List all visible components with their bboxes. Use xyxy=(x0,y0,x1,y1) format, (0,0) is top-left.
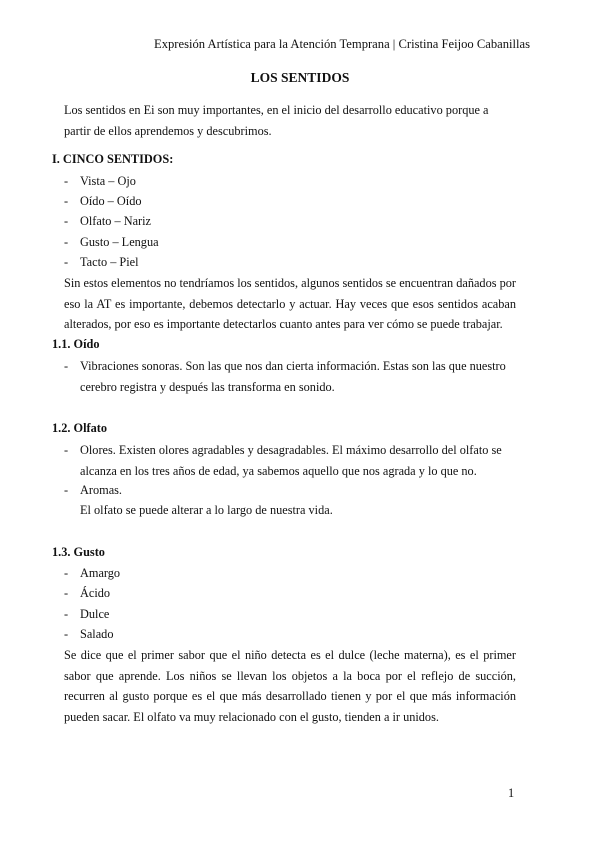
list-item xyxy=(64,252,516,273)
gusto-paragraph: Se dice que el primer sabor que el niño detecta es el dulce (leche materna), es el primer sabor que aprende. Los niños se llevan los objetos a la boca por el reflejo de succión, recurren al gusto porque es el que más desarrollado tienen y por el que más información pueden sacar. El olfato va muy relacionado con el gusto, tienden a ir unidos. xyxy=(64,648,516,724)
bullet-dash: - xyxy=(64,627,69,641)
list-item xyxy=(64,171,516,192)
list-item-text: Oído – Oído xyxy=(80,194,142,208)
list-item xyxy=(64,563,516,584)
list-item xyxy=(64,624,516,645)
list-item-text: Vibraciones sonoras. Son las que nos dan cierta información. Estas son las que nuestro cerebro registra y después las transforma en sonido. xyxy=(80,359,506,394)
section-heading-oido: 1.1. Oído xyxy=(52,337,100,351)
list-item-text: Tacto – Piel xyxy=(80,255,139,269)
list-item xyxy=(64,583,516,604)
list-item xyxy=(64,211,516,232)
page-title: LOS SENTIDOS xyxy=(250,70,350,85)
olfato-note: El olfato se puede alterar a lo largo de nuestra vida. xyxy=(80,503,333,517)
list-item xyxy=(64,480,516,501)
list-item xyxy=(64,232,516,253)
list-item-text: Aromas. xyxy=(80,483,123,497)
list-item xyxy=(64,604,516,625)
bullet-dash: - xyxy=(64,607,69,621)
page-number: 1 xyxy=(508,786,515,800)
list-item-text: Dulce xyxy=(80,607,110,621)
list-item xyxy=(64,356,516,397)
bullet-dash: - xyxy=(64,174,69,188)
intro-paragraph: Los sentidos en Ei son muy importantes, en el inicio del desarrollo educativo porque a partir de ellos aprendemos y descubrimos. xyxy=(64,103,489,138)
bullet-dash: - xyxy=(64,194,69,208)
list-item-text: Vista – Ojo xyxy=(80,174,136,188)
bullet-dash: - xyxy=(64,483,69,497)
list-item-text: Salado xyxy=(80,627,114,641)
running-header: Expresión Artística para la Atención Temprana | Cristina Feijoo Cabanillas xyxy=(154,37,530,51)
list-item-text: Amargo xyxy=(80,566,121,580)
list-item xyxy=(64,440,516,481)
bullet-dash: - xyxy=(64,443,69,457)
bullet-dash: - xyxy=(64,586,69,600)
list-item-text: Olfato – Nariz xyxy=(80,214,152,228)
cinco-sentidos-paragraph: Sin estos elementos no tendríamos los sentidos, algunos sentidos se encuentran dañados por eso la AT es importante, debemos detectarlo y actuar. Hay veces que esos sentidos acaban alterados, por eso es importante detectarlos cuanto antes para ver cómo se puede trabajar. xyxy=(64,276,516,331)
bullet-dash: - xyxy=(64,214,69,228)
bullet-dash: - xyxy=(64,359,69,373)
section-heading-cinco-sentidos: I. CINCO SENTIDOS: xyxy=(52,152,174,166)
bullet-dash: - xyxy=(64,566,69,580)
list-item xyxy=(64,191,516,212)
section-heading-gusto: 1.3. Gusto xyxy=(52,545,105,559)
section-heading-olfato: 1.2. Olfato xyxy=(52,421,107,435)
bullet-dash: - xyxy=(64,235,69,249)
list-item-text: Gusto – Lengua xyxy=(80,235,159,249)
list-item-text: Olores. Existen olores agradables y desagradables. El máximo desarrollo del olfato se alcanza en los tres años de edad, ya sabemos aquello que nos agrada y lo que no. xyxy=(80,443,502,478)
list-item-text: Ácido xyxy=(80,586,111,600)
bullet-dash: - xyxy=(64,255,69,269)
